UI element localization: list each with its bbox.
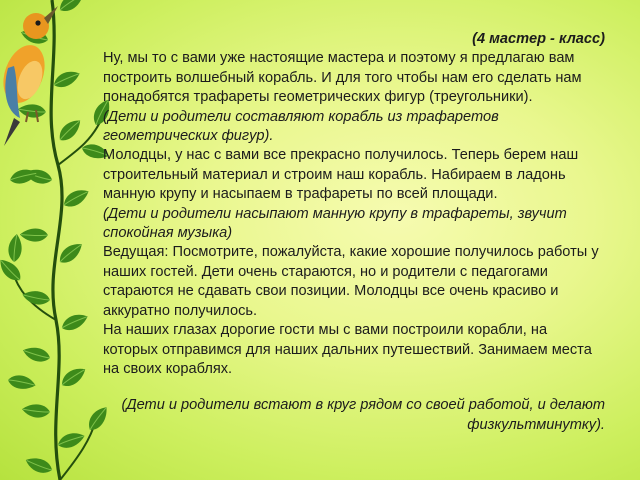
stage-direction-2: (Дети и родители насыпают манную крупу в трафареты, звучит спокойная музыка)	[103, 205, 567, 242]
paragraph-praise: Молодцы, у нас с вами все прекрасно получилось. Теперь берем наш строительный материал и строим наш корабль. Набираем в ладонь манную крупу и насыпаем в трафареты по всей площади.	[103, 147, 579, 203]
text-block	[103, 30, 605, 435]
stage-direction-closing: (Дети и родители встают в круг рядом со своей работой, и делают физкультминутку).	[121, 397, 605, 433]
bird-icon	[0, 6, 58, 146]
paragraph-host: Ведущая: Посмотрите, пожалуйста, какие хорошие получилось работы у наших гостей. Дети очень стараются, но и родители с педагогами стараются не сдавать свои позиции. Молодцы все очень красиво и аккуратно получилось.	[103, 244, 599, 319]
stage-direction-1: (Дети и родители составляют корабль из трафаретов геометрических фигур).	[103, 108, 499, 145]
paragraph-journey: На наших глазах дорогие гости мы с вами построили корабли, на которых отправимся для наших дальних путешествий. Занимаем места на своих кораблях.	[103, 322, 592, 377]
vine-stem	[51, 0, 62, 480]
page-heading: (4 мастер - класс)	[472, 31, 605, 47]
paragraph-intro: Ну, мы то с вами уже настоящие мастера и поэтому я предлагаю вам построить волшебный корабль. И для того чтобы нам его сделать нам понадобятся трафареты геометрических фигур (треугольники).	[103, 50, 582, 106]
